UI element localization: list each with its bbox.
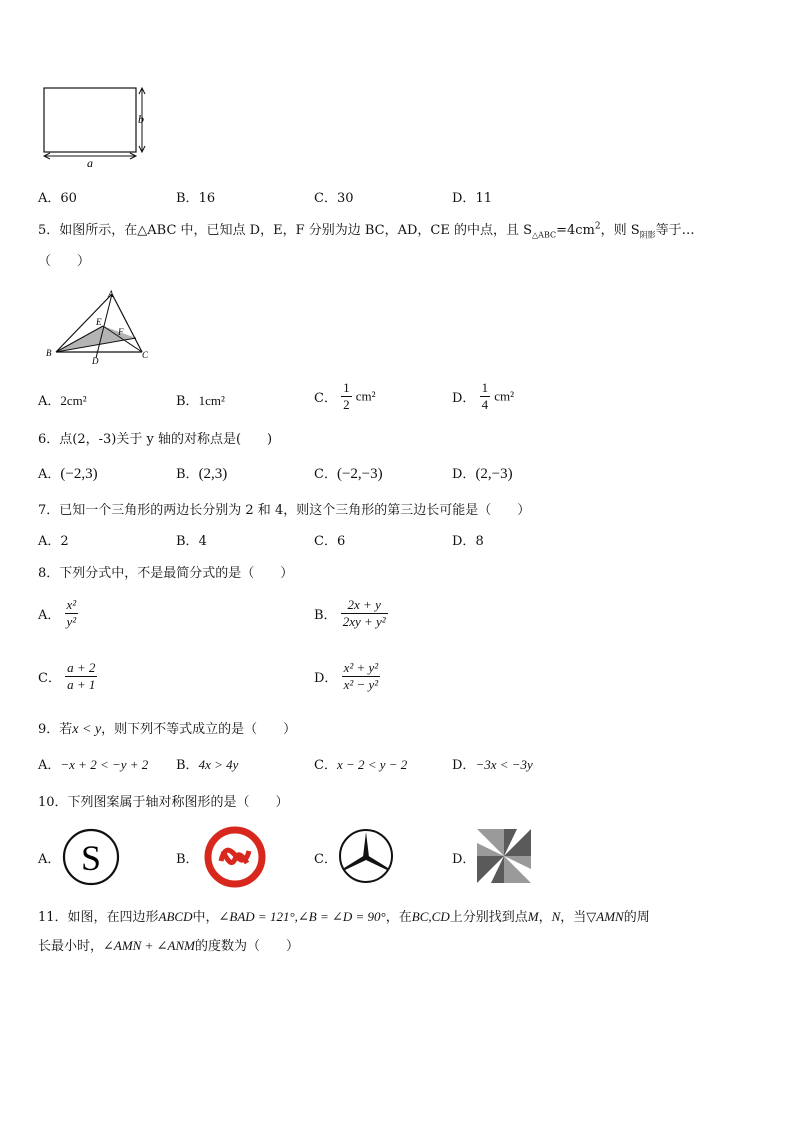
svg-text:S: S (80, 838, 102, 878)
q11-stem-line1: 11．如图，在四边形ABCD中，∠BAD = 121°,∠B = ∠D = 90°，在BC,CD上分别找到点M，N，当▽AMN的周 (38, 909, 650, 925)
q10-option-b-letter: B． (176, 852, 199, 867)
q9-option-c: C．x − 2 < y − 2 (314, 757, 408, 773)
q10-stem: 10．下列图案属于轴对称图形的是（ ） (38, 795, 289, 810)
q10-option-a-letter: A． (38, 852, 61, 867)
q9-option-b: B．4x > 4y (176, 757, 239, 773)
point-d-label: D (92, 356, 99, 366)
q9-option-d: D．−3x < −3y (452, 757, 533, 773)
letter-s-circle-icon (62, 828, 120, 886)
q9-stem: 9．若x < y，则下列不等式成立的是（ ） (38, 722, 297, 737)
q5-option-c: C． $\frac{1}{2}$ cm² (314, 380, 376, 412)
vertex-c-label: C (142, 350, 149, 360)
q8-option-d: D． $\frac{\text{x² + y²}}{\text{x² − y²}}$ (314, 660, 379, 692)
red-ring-emblem-icon (203, 825, 267, 889)
q8-stem: 8．下列分式中，不是最简分式的是（ ） (38, 566, 294, 581)
triangle-figure (40, 288, 160, 368)
q6-option-a: A．(−2,3) (38, 466, 98, 482)
q6-option-d: D．(2,−3) (452, 466, 513, 482)
q7-option-a: A．2 (38, 534, 69, 549)
q7-option-d: D．8 (452, 534, 484, 549)
q11-stem-line2: 长最小时，∠AMN + ∠ANM的度数为（ ） (38, 938, 299, 954)
q10-option-c-letter: C． (314, 852, 337, 867)
q4-option-b: B．16 (176, 191, 216, 206)
q5-option-b: B．1cm² (176, 393, 225, 409)
pinwheel-icon (476, 828, 532, 884)
q5-answer-paren: （ ） (38, 254, 91, 269)
q9-option-a: A．−x + 2 < −y + 2 (38, 757, 149, 773)
dimension-a-label: a (87, 156, 93, 168)
point-f-label: F (118, 327, 124, 337)
q8-option-a: A． $\frac{\text{x²}}{\text{y²}}$ (38, 597, 77, 629)
vertex-a-label: A (108, 289, 114, 299)
q10-option-d-letter: D． (452, 852, 476, 867)
three-pointed-star-icon (337, 827, 395, 885)
q5-option-d: D． $\frac{1}{4}$ cm² (452, 380, 514, 412)
q6-option-b: B．(2,3) (176, 466, 228, 482)
q6-option-c: C．(−2,−3) (314, 466, 383, 482)
vertex-b-label: B (46, 348, 52, 358)
dimension-b-label: b (138, 112, 144, 126)
point-e-label: E (96, 317, 102, 327)
q4-option-c: C．30 (314, 191, 354, 206)
q8-option-b: B． $\frac{2x + y}{\text{2xy + y²}}$ (314, 597, 386, 629)
q5-stem: 5．如图所示，在△ABC 中，已知点 D，E，F 分别为边 BC，AD，CE 的中点，且 $S_{\triangle ABC}=4cm^2$，则 $S_{阴影}$等于… (38, 221, 695, 240)
q7-option-b: B．4 (176, 534, 207, 549)
q4-option-d: D．11 (452, 191, 492, 206)
q7-stem: 7．已知一个三角形的两边长分别为 2 和 4，则这个三角形的第三边长可能是（ ） (38, 503, 531, 518)
q6-stem: 6．点(2，-3)关于 y 轴的对称点是( ) (38, 432, 273, 447)
q7-option-c: C．6 (314, 534, 346, 549)
q5-option-a: A．2cm² (38, 393, 87, 409)
q4-option-a: A．60 (38, 191, 77, 206)
rectangle-figure (38, 82, 158, 168)
q8-option-c: C． $\frac{a + 2}{a + 1}$ (38, 660, 96, 692)
